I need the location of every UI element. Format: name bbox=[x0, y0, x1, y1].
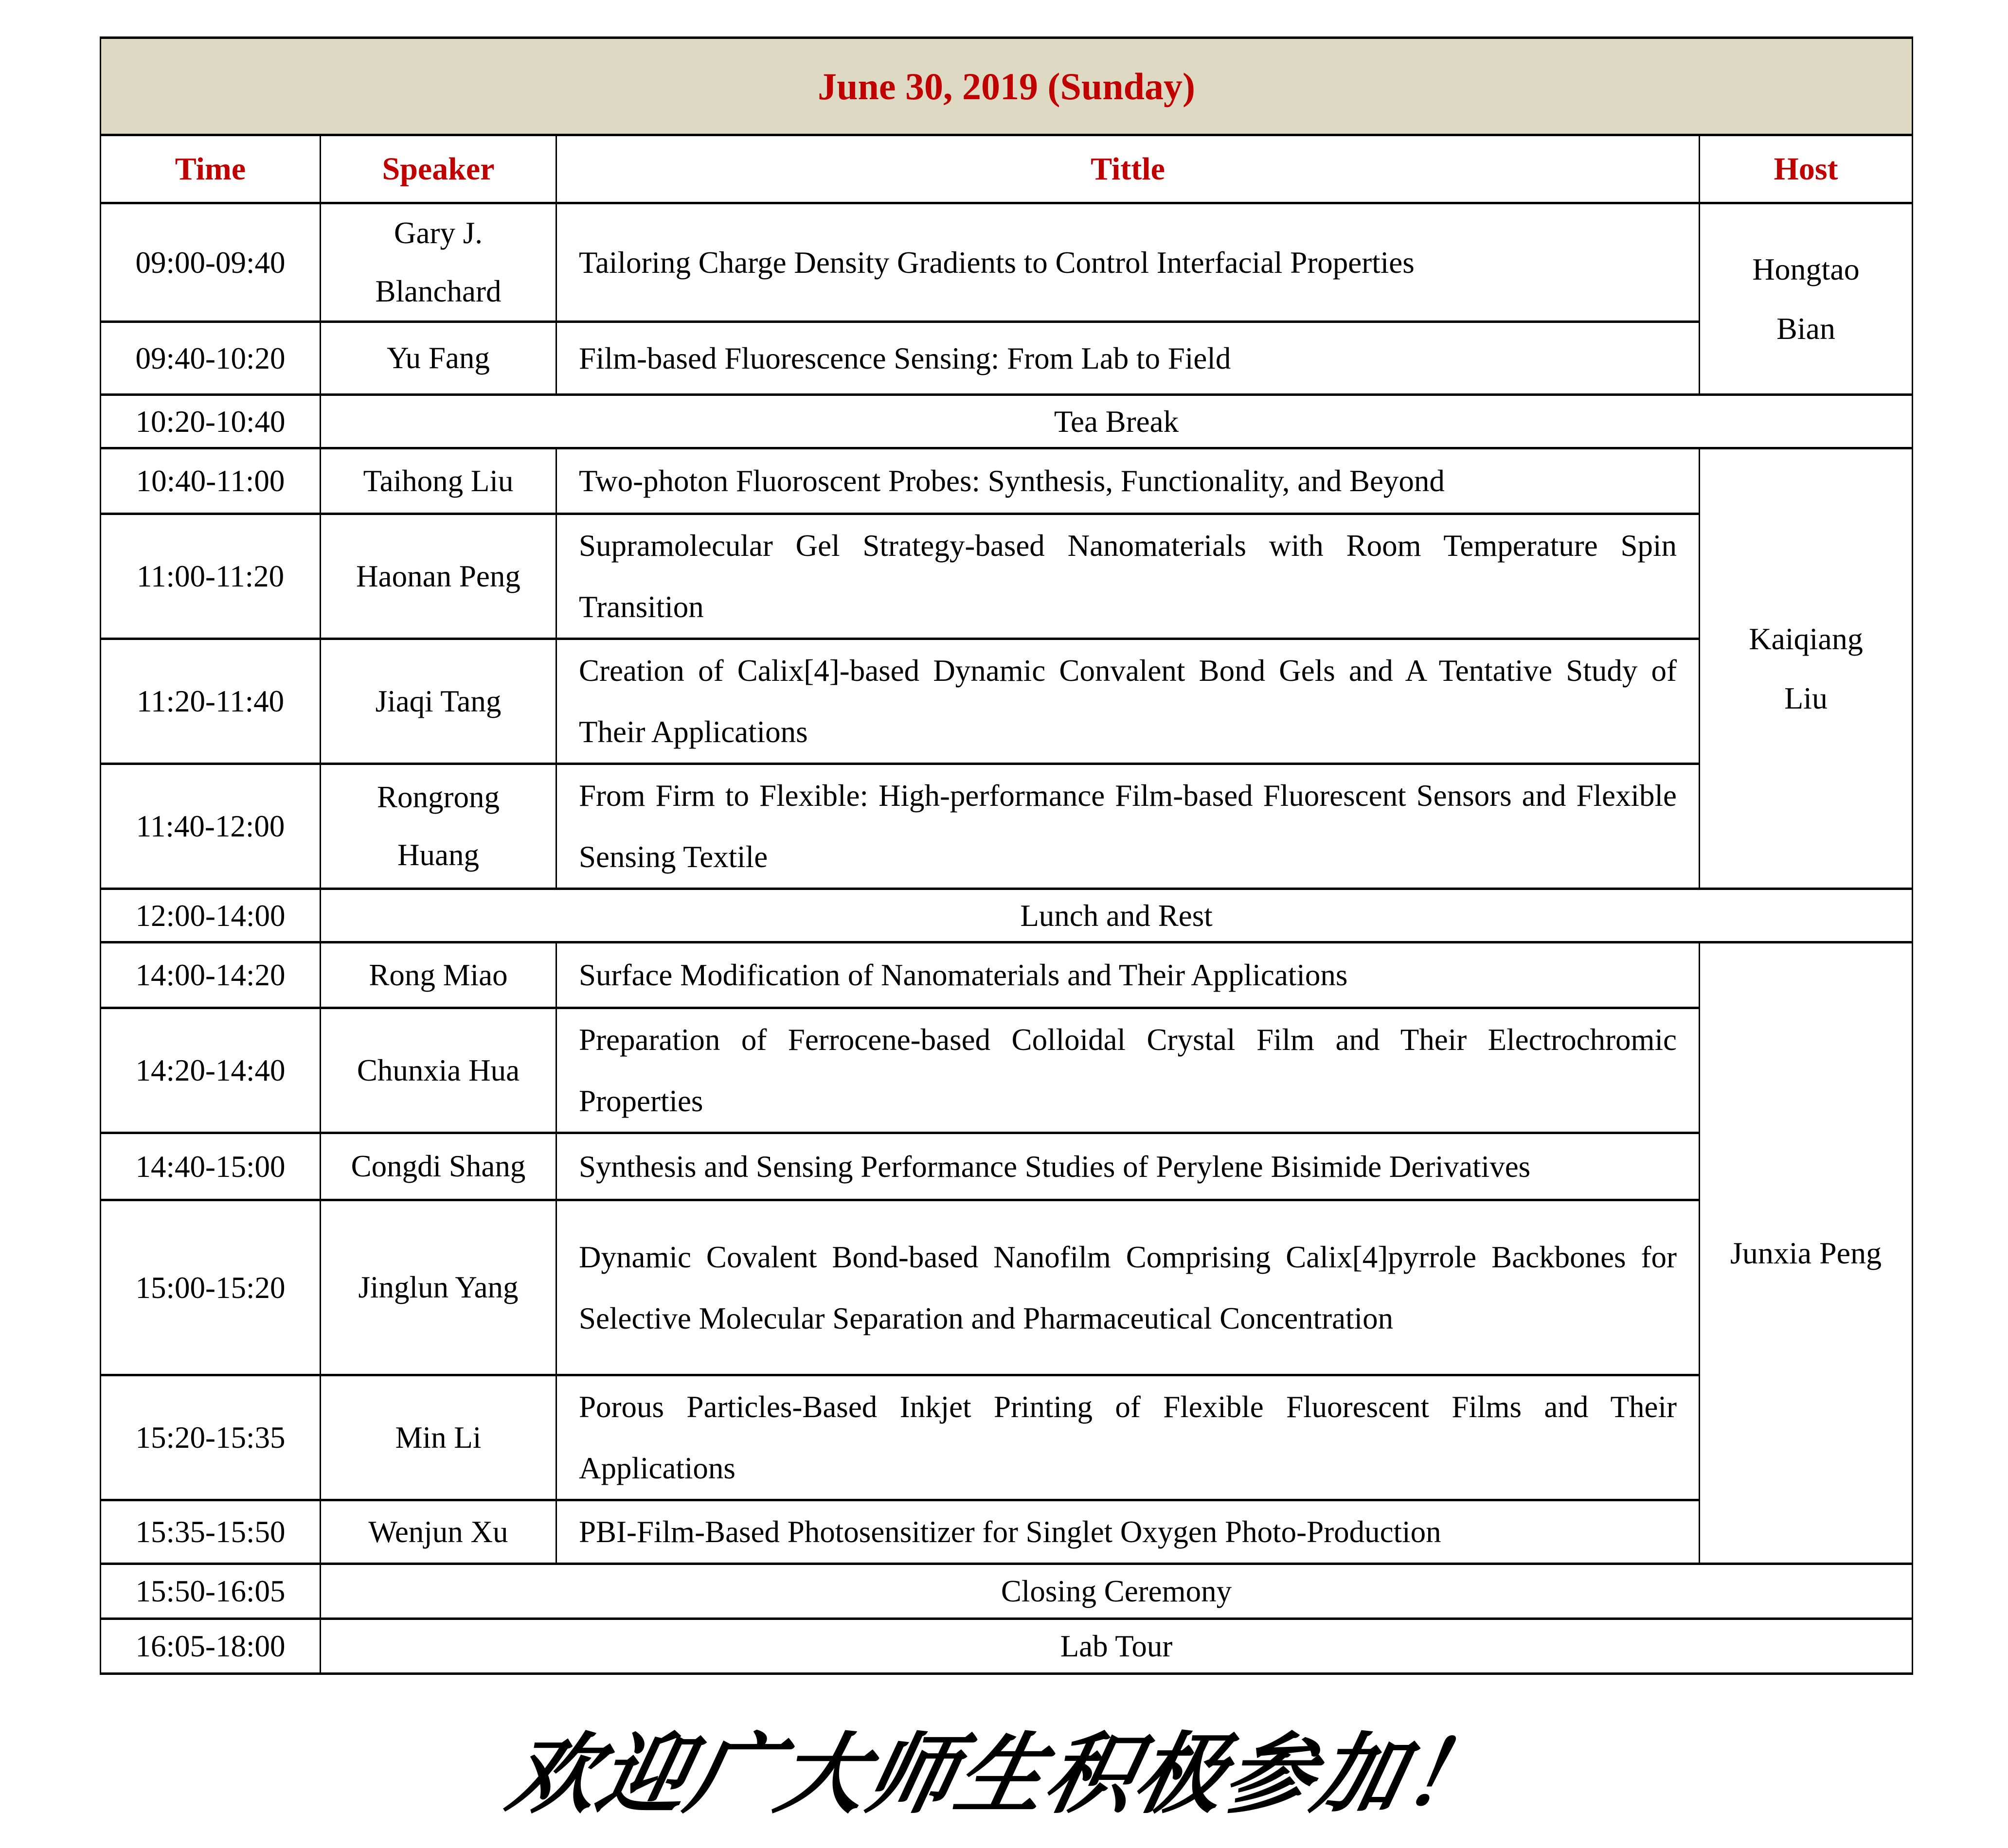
table-row bbox=[101, 322, 1913, 395]
speaker-cell: Wenjun Xu bbox=[321, 1500, 556, 1564]
table-row bbox=[101, 203, 1913, 322]
table-row bbox=[101, 1500, 1913, 1564]
speaker-cell: Min Li bbox=[321, 1375, 556, 1500]
time-cell: 15:50-16:05 bbox=[101, 1564, 321, 1619]
host-cell: Hongtao Bian bbox=[1700, 203, 1913, 395]
title-cell: Two-photon Fluoroscent Probes: Synthesis, Functionality, and Beyond bbox=[556, 448, 1700, 514]
time-cell: 14:00-14:20 bbox=[101, 942, 321, 1008]
title-cell: Supramolecular Gel Strategy-based Nanomaterials with Room Temperature Spin Transition bbox=[556, 514, 1700, 639]
host-cell: Kaiqiang Liu bbox=[1700, 448, 1913, 889]
time-cell: 11:00-11:20 bbox=[101, 514, 321, 639]
time-cell: 09:40-10:20 bbox=[101, 322, 321, 395]
table-row bbox=[101, 1008, 1913, 1133]
table-row bbox=[101, 942, 1913, 1008]
speaker-cell: Haonan Peng bbox=[321, 514, 556, 639]
column-header-title: Tittle bbox=[556, 135, 1700, 203]
title-cell: Dynamic Covalent Bond-based Nanofilm Comprising Calix[4]pyrrole Backbones for Selective Molecular Separation and Pharmaceutical Concentration bbox=[556, 1200, 1700, 1375]
table-row bbox=[101, 395, 1913, 448]
time-cell: 10:40-11:00 bbox=[101, 448, 321, 514]
title-cell: Creation of Calix[4]-based Dynamic Convalent Bond Gels and A Tentative Study of Their Applications bbox=[556, 639, 1700, 764]
title-cell: Porous Particles-Based Inkjet Printing of Flexible Fluorescent Films and Their Applications bbox=[556, 1375, 1700, 1500]
speaker-cell: Jinglun Yang bbox=[321, 1200, 556, 1375]
title-cell: PBI-Film-Based Photosensitizer for Singlet Oxygen Photo-Production bbox=[556, 1500, 1700, 1564]
speaker-cell: Congdi Shang bbox=[321, 1133, 556, 1200]
title-cell: Synthesis and Sensing Performance Studies of Perylene Bisimide Derivatives bbox=[556, 1133, 1700, 1200]
title-cell: Film-based Fluorescence Sensing: From Lab to Field bbox=[556, 322, 1700, 395]
time-cell: 12:00-14:00 bbox=[101, 889, 321, 942]
event-cell: Lunch and Rest bbox=[321, 889, 1913, 942]
title-cell: Tailoring Charge Density Gradients to Control Interfacial Properties bbox=[556, 203, 1700, 322]
speaker-cell: Rong Miao bbox=[321, 942, 556, 1008]
title-cell: Surface Modification of Nanomaterials and Their Applications bbox=[556, 942, 1700, 1008]
column-header-time: Time bbox=[101, 135, 321, 203]
table-row bbox=[101, 1564, 1913, 1619]
title-cell: Preparation of Ferrocene-based Colloidal Crystal Film and Their Electrochromic Properties bbox=[556, 1008, 1700, 1133]
time-cell: 11:40-12:00 bbox=[101, 764, 321, 889]
time-cell: 15:35-15:50 bbox=[101, 1500, 321, 1564]
table-row bbox=[101, 448, 1913, 514]
time-cell: 09:00-09:40 bbox=[101, 203, 321, 322]
speaker-cell: Jiaqi Tang bbox=[321, 639, 556, 764]
speaker-cell: Yu Fang bbox=[321, 322, 556, 395]
table-row bbox=[101, 1200, 1913, 1375]
table-row bbox=[101, 639, 1913, 764]
host-cell: Junxia Peng bbox=[1700, 942, 1913, 1564]
event-cell: Closing Ceremony bbox=[321, 1564, 1913, 1619]
schedule-table bbox=[100, 36, 1913, 1675]
welcome-calligraphy-text: 欢迎广大师生积极参加！ bbox=[500, 1727, 1505, 1824]
day-title-bar: June 30, 2019 (Sunday) bbox=[101, 38, 1913, 135]
table-header-row bbox=[101, 135, 1913, 203]
speaker-cell: Chunxia Hua bbox=[321, 1008, 556, 1133]
table-row bbox=[101, 38, 1913, 135]
column-header-host: Host bbox=[1700, 135, 1913, 203]
time-cell: 10:20-10:40 bbox=[101, 395, 321, 448]
column-header-speaker: Speaker bbox=[321, 135, 556, 203]
table-row bbox=[101, 1133, 1913, 1200]
speaker-cell: Taihong Liu bbox=[321, 448, 556, 514]
time-cell: 15:00-15:20 bbox=[101, 1200, 321, 1375]
table-row bbox=[101, 764, 1913, 889]
table-row bbox=[101, 1619, 1913, 1674]
time-cell: 11:20-11:40 bbox=[101, 639, 321, 764]
table-row bbox=[101, 514, 1913, 639]
time-cell: 14:20-14:40 bbox=[101, 1008, 321, 1133]
event-cell: Tea Break bbox=[321, 395, 1913, 448]
title-cell: From Firm to Flexible: High-performance Film-based Fluorescent Sensors and Flexible Sensing Textile bbox=[556, 764, 1700, 889]
event-cell: Lab Tour bbox=[321, 1619, 1913, 1674]
table-row bbox=[101, 1375, 1913, 1500]
time-cell: 15:20-15:35 bbox=[101, 1375, 321, 1500]
table-row bbox=[101, 889, 1913, 942]
speaker-cell: Rongrong Huang bbox=[321, 764, 556, 889]
speaker-cell: Gary J. Blanchard bbox=[321, 203, 556, 322]
time-cell: 14:40-15:00 bbox=[101, 1133, 321, 1200]
time-cell: 16:05-18:00 bbox=[101, 1619, 321, 1674]
